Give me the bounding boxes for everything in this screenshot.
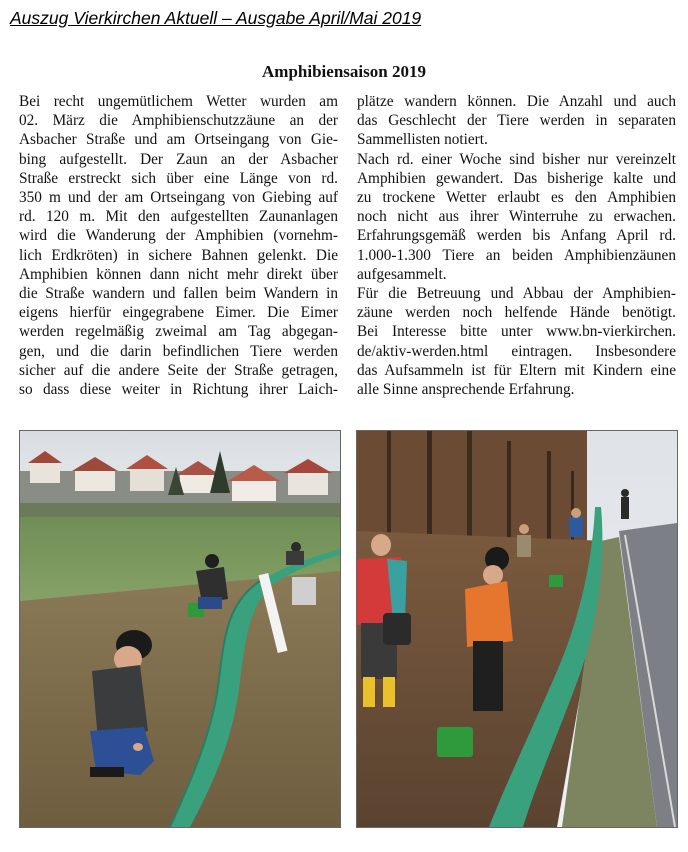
left-column-line: Asbacher Straße und am Ortseingang von Gie- — [19, 131, 338, 149]
right-column-line: das Geschlecht der Tiere werden in separaten — [357, 112, 676, 130]
left-column-line: 02. März die Amphibienschutzzäune an der — [19, 112, 338, 130]
right-column-line: Für die Betreuung und Abbau der Amphibien- — [357, 285, 676, 303]
left-column-line: bing aufgestellt. Der Zaun an der Asbacher — [19, 150, 338, 168]
right-column-line: de/aktiv-werden.html eintragen. Insbesondere — [357, 342, 676, 360]
right-column-line: Amphibien gewandert. Das bisherige kalte und — [357, 169, 676, 187]
right-column-line: Nach rd. einer Woche sind bisher nur vereinzelt — [357, 150, 676, 168]
photo-field-fence — [19, 430, 341, 828]
left-column-line: rd. 120 m. Mit den aufgestellten Zaunanlagen — [19, 208, 338, 226]
right-column-line: 1.000-1.300 Tiere an beiden Amphibienzäunen — [357, 246, 676, 264]
left-column-line: die Straße wandern und fallen beim Wandern in — [19, 285, 338, 303]
newsletter-header: Auszug Vierkirchen Aktuell – Ausgabe April/Mai 2019 — [10, 8, 422, 28]
left-column-line: Amphibien können dann nicht mehr direkt über — [19, 265, 338, 283]
right-column-line: Sammellisten notiert. — [357, 131, 488, 149]
left-text-column — [19, 92, 338, 399]
article-title: Amphibiensaison 2019 — [262, 62, 426, 81]
right-column-line: Bei Interesse bitte unter www.bn-vierkirchen. — [357, 323, 676, 341]
left-column-line: 350 m und der am Ortseingang von Giebing auf — [19, 189, 338, 207]
left-column-line: wird die Wanderung der Amphibien (vornehm- — [19, 227, 338, 245]
left-column-line: lich Erdkröten) in sichere Bahnen gelenkt. Die — [19, 246, 338, 264]
right-column-line: aufgesammelt. — [357, 265, 447, 283]
left-column-line: Straße erstreckt sich über eine Länge von rd. — [19, 169, 338, 187]
left-column-line: gen, und die darin befindlichen Tiere werden — [19, 342, 338, 360]
right-column-line: zäune werden noch helfende Hände benötigt. — [357, 304, 676, 322]
photo-roadside-fence — [356, 430, 678, 828]
right-column-line: Erfahrungsgemäß werden bis Anfang April rd. — [357, 227, 676, 245]
left-column-line: so dass diese weiter in Richtung ihrer Laich- — [19, 381, 338, 399]
right-column-line: zu trockene Wetter erlaubt es den Amphibien — [357, 189, 676, 207]
right-column-line: alle Sinne ansprechende Erfahrung. — [357, 381, 575, 399]
right-text-column — [357, 92, 676, 399]
right-column-line: plätze wandern können. Die Anzahl und auch — [357, 93, 676, 110]
left-column-line: eigens hierfür eingegrabene Eimer. Die Eimer — [19, 304, 338, 322]
left-column-line: Bei recht ungemütlichem Wetter wurden am — [19, 93, 338, 110]
left-column-line: sicher auf die andere Seite der Straße getragen, — [19, 361, 338, 379]
right-column-line: noch nicht aus ihrer Winterruhe zu erwachen. — [357, 208, 676, 226]
right-column-line: das Aufsammeln ist für Eltern mit Kindern eine — [357, 361, 676, 379]
left-column-line: werden regelmäßig zweimal am Tag abgegan- — [19, 323, 338, 341]
